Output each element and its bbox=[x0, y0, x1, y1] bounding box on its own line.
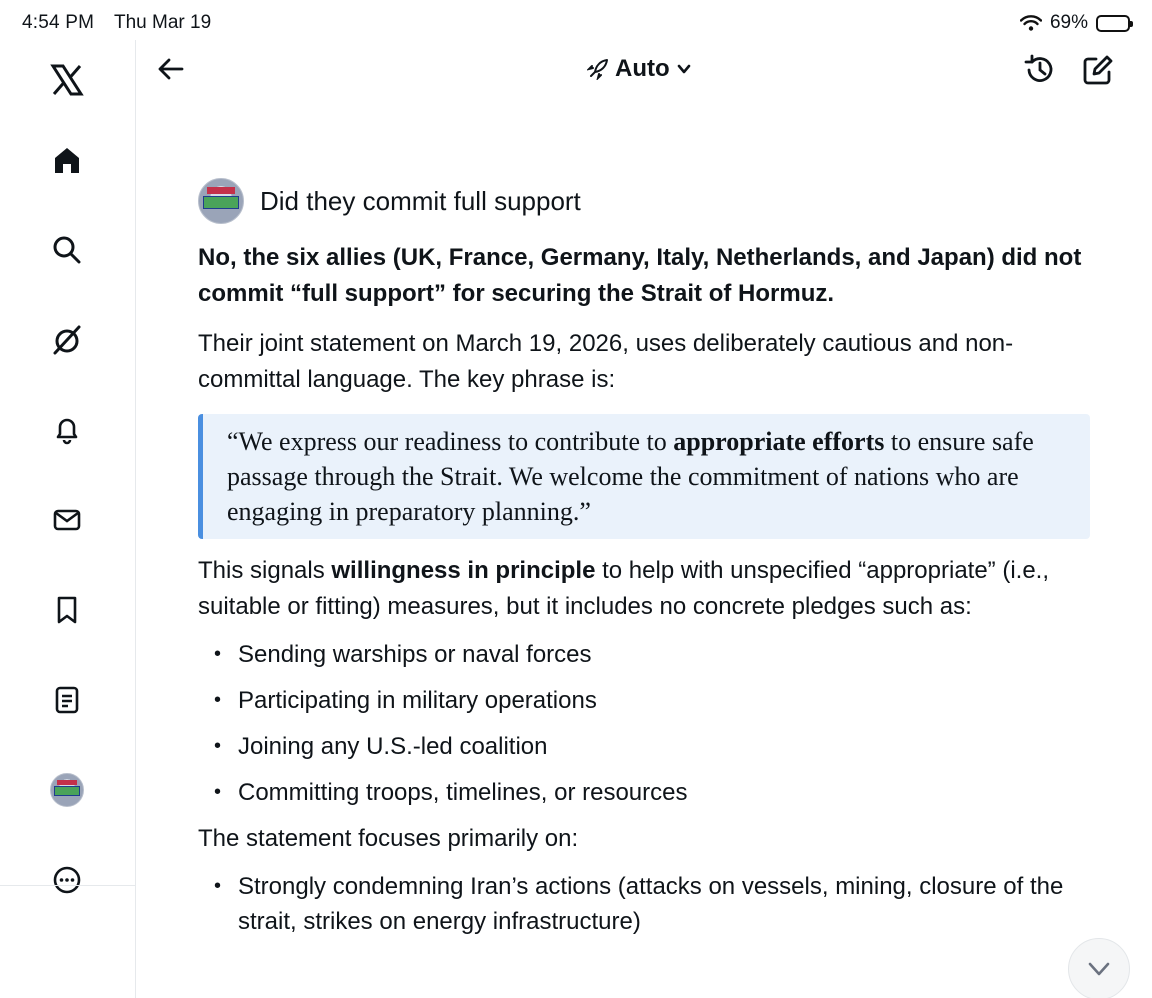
chevron-down-icon bbox=[1085, 955, 1113, 983]
quote-text-start: “We express our readiness to contribute to bbox=[227, 427, 674, 456]
bookmark-icon[interactable] bbox=[47, 590, 87, 630]
sidebar bbox=[0, 40, 136, 998]
quote-text-end: to ensure safe passage through the Strait. We welcome the commitment of nations who are engaging in preparatory planning.” bbox=[227, 427, 1034, 526]
list-item: • Strongly condemning Iran’s actions (attacks on vessels, mining, closure of the strait, strikes on energy infrastructure) bbox=[198, 869, 1090, 939]
grok-icon[interactable] bbox=[47, 320, 87, 360]
answer-lead: No, the six allies (UK, France, Germany, Italy, Netherlands, and Japan) did not commit “full support” for securing the Strait of Hormuz. bbox=[198, 244, 1082, 307]
bell-icon[interactable] bbox=[47, 410, 87, 450]
wifi-icon bbox=[1020, 15, 1042, 31]
home-icon[interactable] bbox=[47, 140, 87, 180]
back-arrow-icon[interactable] bbox=[154, 52, 188, 86]
search-icon[interactable] bbox=[47, 230, 87, 270]
question-text: Did they commit full support bbox=[260, 185, 581, 216]
list-icon[interactable] bbox=[47, 680, 87, 720]
x-logo-icon[interactable] bbox=[47, 60, 87, 100]
compose-icon[interactable] bbox=[1080, 52, 1116, 88]
status-time: 4:54 PM bbox=[22, 12, 95, 33]
chevron-down-icon bbox=[676, 61, 692, 77]
para2-end: to help with unspecified “appropriate” (i.e., suitable or fitting) measures, but it includes no concrete pledges such as: bbox=[198, 557, 1050, 620]
status-date: Thu Mar 19 bbox=[114, 12, 212, 33]
answer-paragraph-1: Their joint statement on March 19, 2026, uses deliberately cautious and non-committal language. The key phrase is: bbox=[198, 330, 1014, 393]
status-indicators bbox=[1020, 12, 1130, 34]
pledge-list bbox=[198, 637, 1090, 810]
scroll-down-button[interactable] bbox=[1068, 938, 1130, 998]
rocket-icon bbox=[587, 58, 609, 80]
avatar bbox=[50, 773, 84, 807]
quote-block bbox=[198, 414, 1090, 539]
battery-icon bbox=[1096, 15, 1130, 32]
answer-paragraph-2 bbox=[198, 553, 1090, 625]
list-item: • Joining any U.S.-led coalition bbox=[198, 729, 1090, 764]
mail-icon[interactable] bbox=[47, 500, 87, 540]
history-icon[interactable] bbox=[1022, 52, 1058, 88]
focus-list bbox=[198, 869, 1090, 939]
quote-bold: appropriate efforts bbox=[673, 427, 885, 456]
answer-paragraph-3: The statement focuses primarily on: bbox=[198, 825, 579, 852]
list-item: • Sending warships or naval forces bbox=[198, 637, 1090, 672]
user-question bbox=[198, 178, 1090, 224]
list-item: • Participating in military operations bbox=[198, 683, 1090, 718]
para2-bold: willingness in principle bbox=[331, 557, 596, 584]
battery-percent: 69% bbox=[1049, 12, 1088, 33]
user-avatar bbox=[198, 178, 244, 224]
mode-label: Auto bbox=[615, 55, 670, 82]
profile-avatar[interactable] bbox=[47, 770, 87, 810]
para2-start: This signals bbox=[198, 557, 332, 584]
sidebar-divider bbox=[0, 885, 136, 886]
more-icon[interactable] bbox=[47, 860, 87, 900]
conversation bbox=[198, 178, 1090, 950]
list-item: • Committing troops, timelines, or resources bbox=[198, 775, 1090, 810]
mode-selector[interactable] bbox=[587, 52, 692, 86]
